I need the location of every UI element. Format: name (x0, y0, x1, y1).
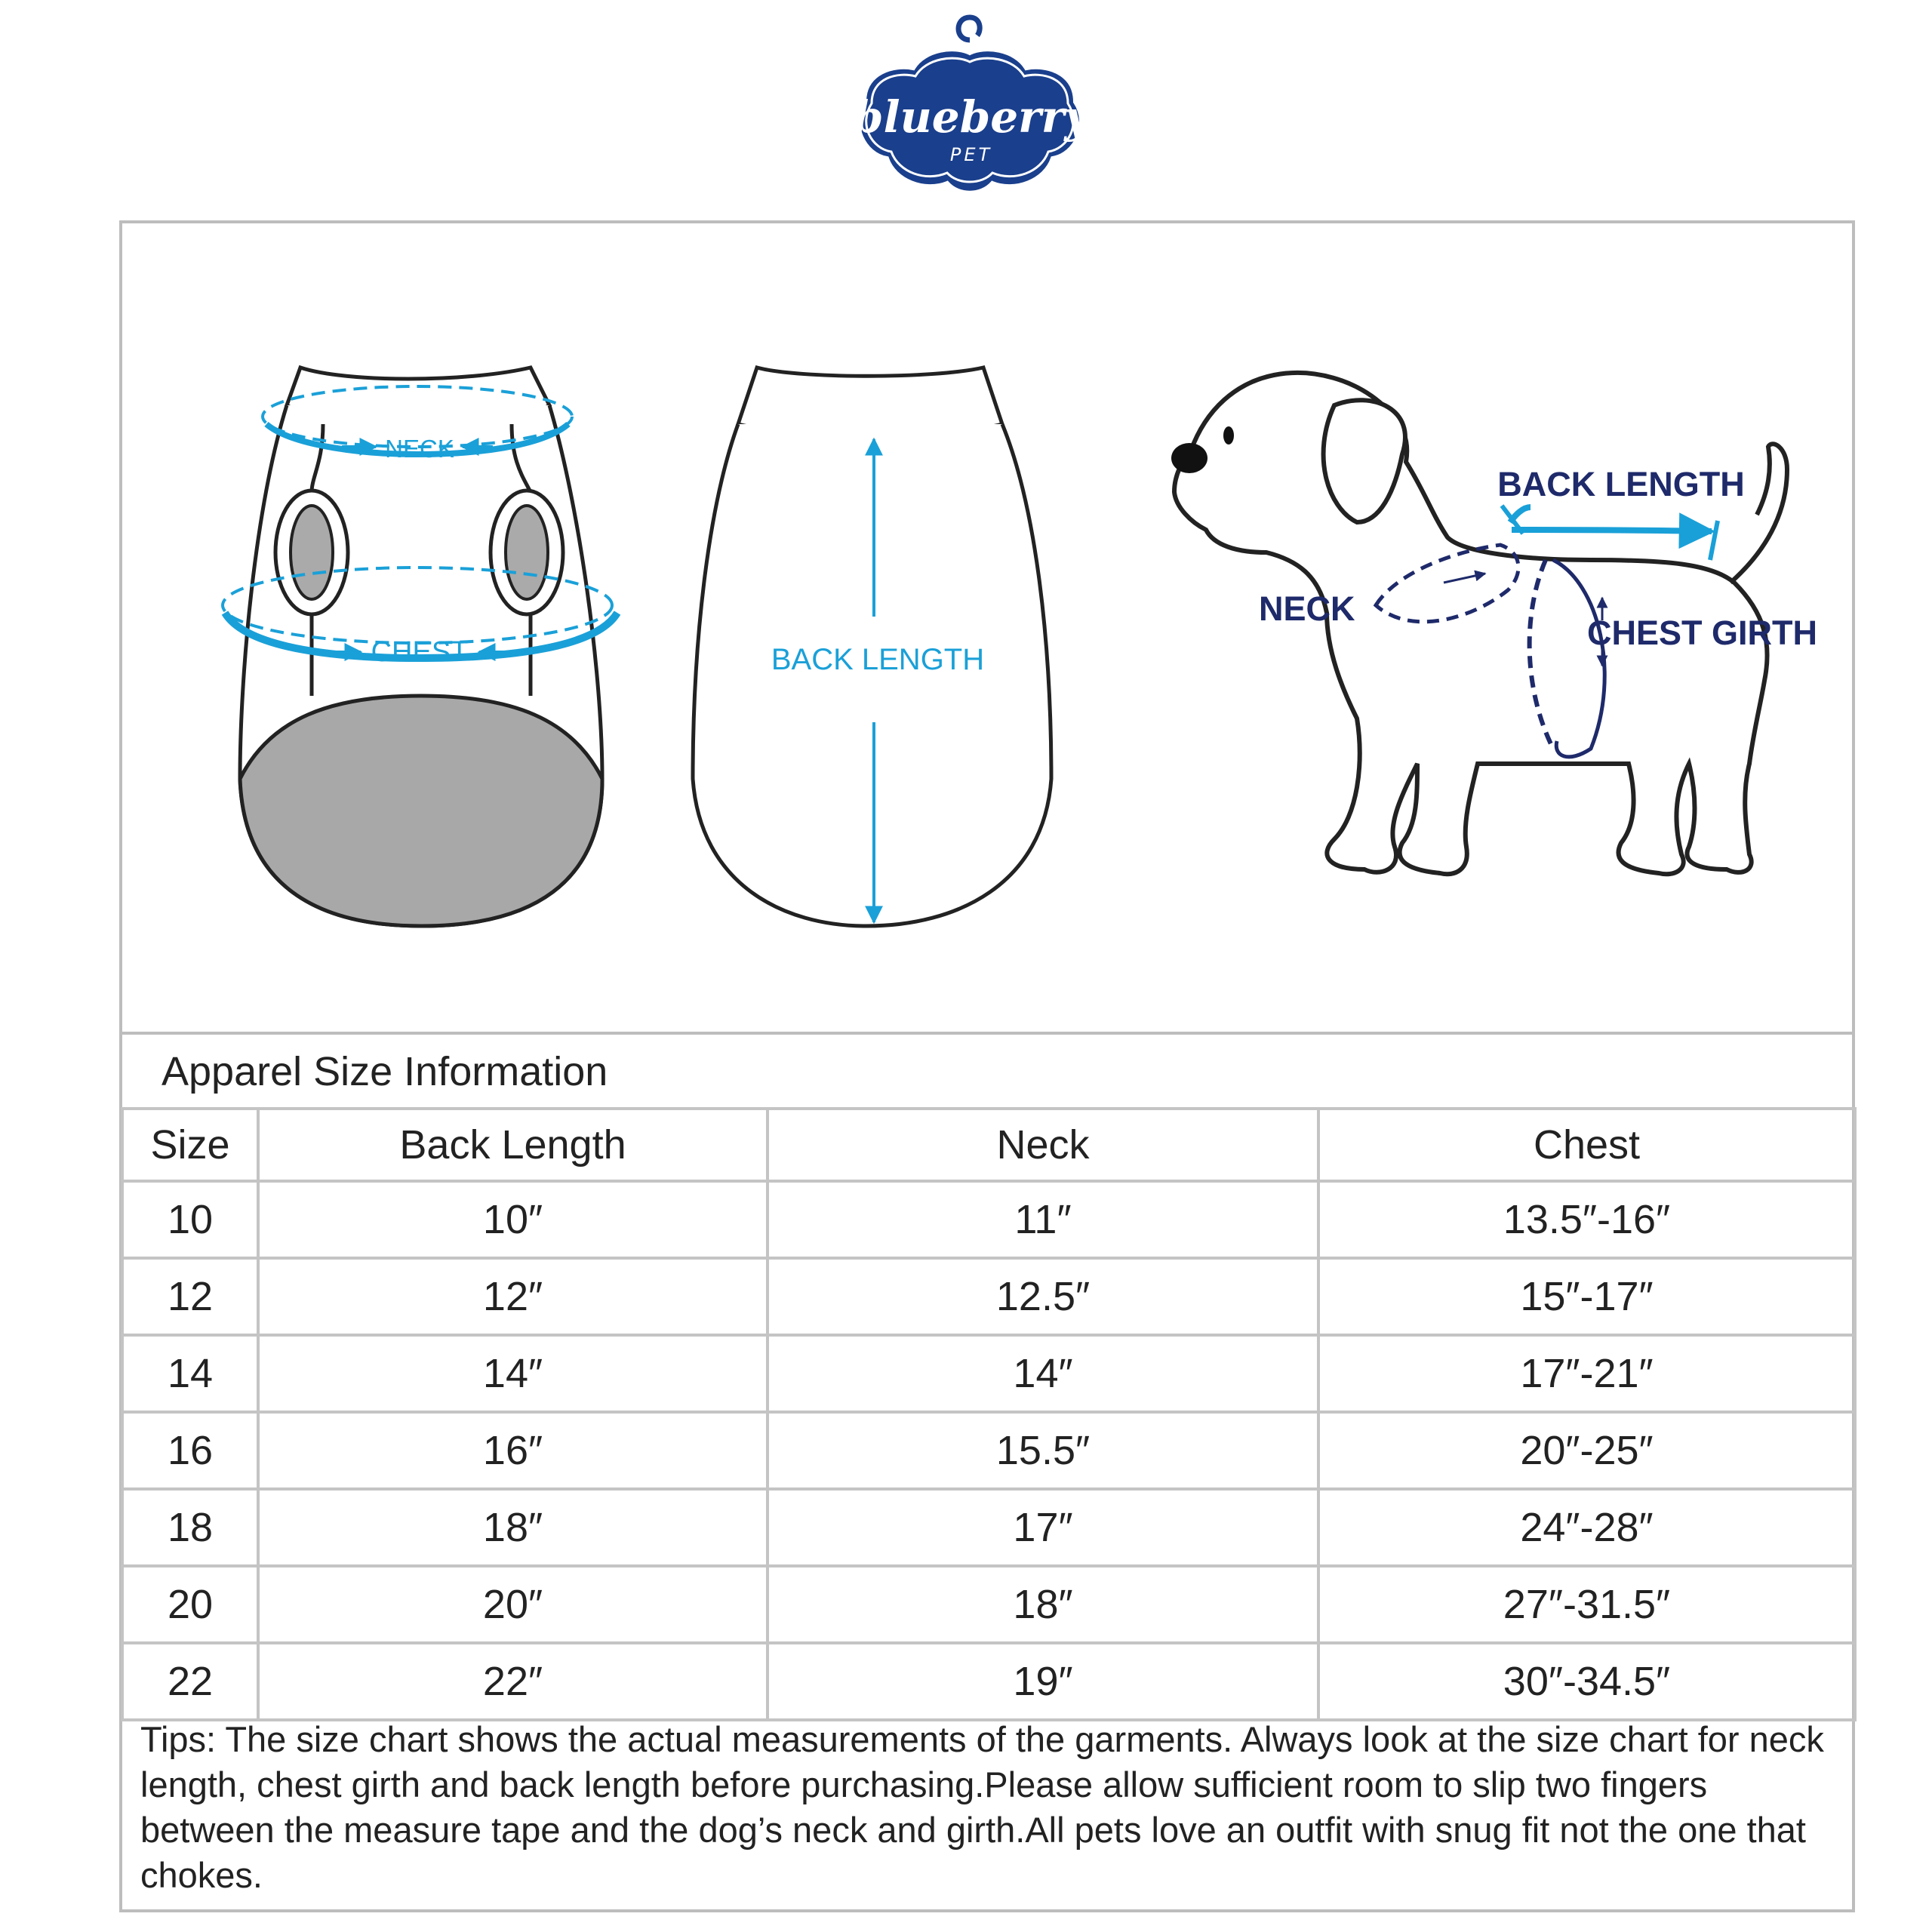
table-title: Apparel Size Information (162, 1049, 608, 1094)
back-length-label: BACK LENGTH (771, 643, 985, 676)
front-neck-label: NECK (385, 435, 454, 463)
table-row (122, 1489, 1855, 1566)
front-chest-label: CHEST (371, 636, 469, 668)
header-back-length: Back Length (258, 1109, 768, 1181)
cell-neck: 15.5″ (768, 1412, 1318, 1489)
table-row (122, 1258, 1855, 1335)
table-row (122, 1335, 1855, 1412)
cell-chest: 20″-25″ (1318, 1412, 1855, 1489)
header-chest: Chest (1318, 1109, 1855, 1181)
cell-back-length: 14″ (258, 1335, 768, 1412)
cell-neck: 12.5″ (768, 1258, 1318, 1335)
dog-chest-girth-label: CHEST GIRTH (1587, 614, 1818, 652)
cell-chest: 27″-31.5″ (1318, 1566, 1855, 1643)
cell-neck: 11″ (768, 1181, 1318, 1258)
cell-back-length: 12″ (258, 1258, 768, 1335)
cell-size: 20 (122, 1566, 258, 1643)
cell-size: 12 (122, 1258, 258, 1335)
logo-subtext: PET (949, 144, 993, 165)
table-row (122, 1566, 1855, 1643)
cell-size: 16 (122, 1412, 258, 1489)
header-size: Size (122, 1109, 258, 1181)
table-row (122, 1643, 1855, 1720)
cell-size: 10 (122, 1181, 258, 1258)
cell-neck: 17″ (768, 1489, 1318, 1566)
cell-back-length: 10″ (258, 1181, 768, 1258)
cell-back-length: 16″ (258, 1412, 768, 1489)
cell-chest: 30″-34.5″ (1318, 1643, 1855, 1720)
cell-chest: 24″-28″ (1318, 1489, 1855, 1566)
cell-chest: 17″-21″ (1318, 1335, 1855, 1412)
logo-wordmark: blueberry (853, 91, 1090, 143)
garment-back-diagram (693, 368, 1051, 926)
dog-eye-icon (1223, 426, 1234, 445)
tips-text: Tips: The size chart shows the actual measurements of the garments. Always look at the size chart for neck length, chest girth and back length before purchasing.Please allow sufficient room to slip two fingers between the measure tape and the dog’s neck and girth.All pets love an outfit with snug fit not the one that chokes. (140, 1719, 1824, 1895)
cell-neck: 14″ (768, 1335, 1318, 1412)
dog-neck-label: NECK (1259, 589, 1355, 628)
dog-diagram (1171, 373, 1817, 874)
garment-front-diagram (223, 368, 617, 926)
cell-size: 22 (122, 1643, 258, 1720)
cell-back-length: 20″ (258, 1566, 768, 1643)
cell-neck: 18″ (768, 1566, 1318, 1643)
table-row (122, 1412, 1855, 1489)
cell-size: 14 (122, 1335, 258, 1412)
brand-logo (841, 11, 1098, 208)
table-header-row (122, 1109, 1855, 1181)
header-neck: Neck (768, 1109, 1318, 1181)
cell-neck: 19″ (768, 1643, 1318, 1720)
cell-size: 18 (122, 1489, 258, 1566)
dog-back-length-label: BACK LENGTH (1497, 465, 1745, 503)
size-table (121, 1107, 1857, 1721)
cell-chest: 15″-17″ (1318, 1258, 1855, 1335)
cell-chest: 13.5″-16″ (1318, 1181, 1855, 1258)
measurement-diagrams (119, 220, 1855, 1032)
table-title-row (122, 1032, 1852, 1107)
cell-back-length: 22″ (258, 1643, 768, 1720)
table-row (122, 1181, 1855, 1258)
cell-back-length: 18″ (258, 1489, 768, 1566)
